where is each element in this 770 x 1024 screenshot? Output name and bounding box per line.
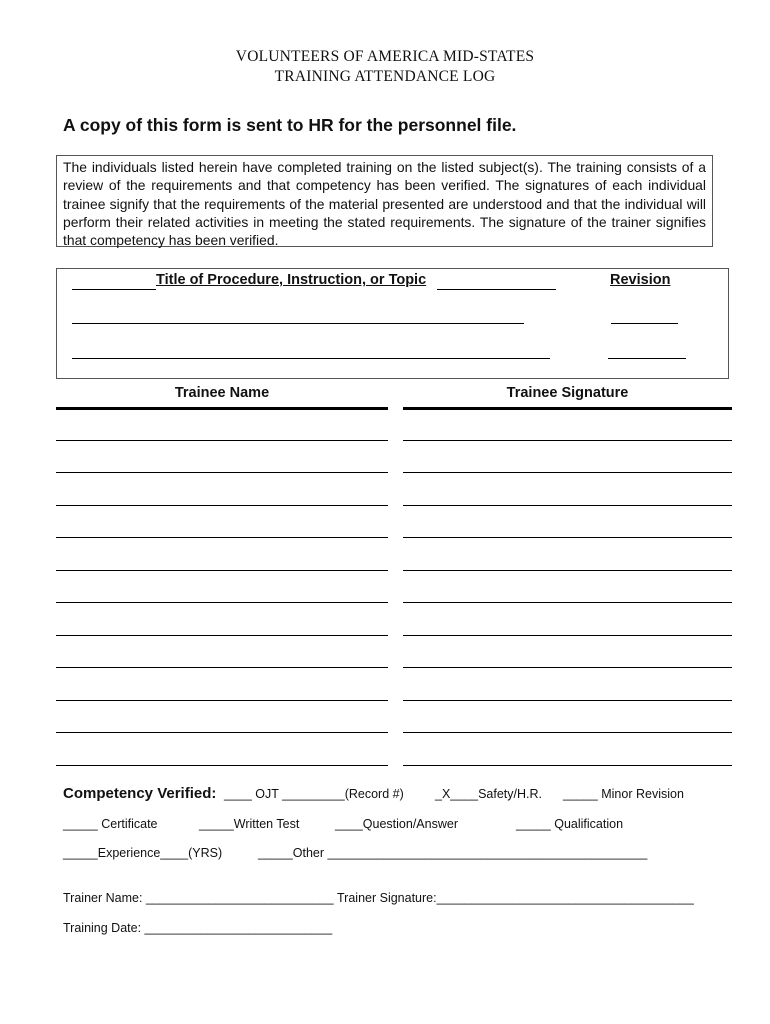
- topic-line-2[interactable]: [72, 358, 550, 359]
- revision-label: Revision: [610, 272, 671, 288]
- trainee-signature-line[interactable]: [403, 732, 732, 733]
- trainee-signature-line[interactable]: [403, 765, 732, 766]
- other-field[interactable]: _____Other ______________________________________________: [258, 846, 648, 860]
- certificate-field[interactable]: _____ Certificate: [63, 817, 158, 831]
- organization-name: VOLUNTEERS OF AMERICA MID-STATES: [235, 48, 535, 65]
- topic-title-line-tail: [437, 289, 556, 290]
- written-test-field[interactable]: _____Written Test: [199, 817, 300, 831]
- revision-line-2[interactable]: [608, 358, 686, 359]
- trainer-name-field[interactable]: Trainer Name: ___________________________: [63, 891, 334, 905]
- trainee-name-line[interactable]: [56, 505, 388, 506]
- trainee-name-line[interactable]: [56, 635, 388, 636]
- competency-verified-label: Competency Verified:: [63, 785, 217, 802]
- experience-field[interactable]: _____Experience____(YRS): [63, 846, 223, 860]
- revision-line-1[interactable]: [611, 323, 678, 324]
- form-title: TRAINING ATTENDANCE LOG: [274, 68, 496, 85]
- trainee-name-header: Trainee Name: [174, 385, 270, 401]
- trainee-name-line[interactable]: [56, 732, 388, 733]
- trainee-name-line[interactable]: [56, 667, 388, 668]
- training-date-field[interactable]: Training Date: ___________________________: [63, 921, 333, 935]
- trainee-name-line[interactable]: [56, 602, 388, 603]
- trainee-signature-line[interactable]: [403, 602, 732, 603]
- minor-revision-field[interactable]: _____ Minor Revision: [563, 787, 684, 801]
- trainee-signature-line[interactable]: [403, 505, 732, 506]
- trainee-signature-line[interactable]: [403, 537, 732, 538]
- topic-line-1[interactable]: [72, 323, 524, 324]
- trainee-name-line[interactable]: [56, 472, 388, 473]
- topic-title-label: Title of Procedure, Instruction, or Topic: [156, 272, 427, 288]
- hr-copy-notice: A copy of this form is sent to HR for the personnel file.: [63, 115, 517, 135]
- trainee-signature-line[interactable]: [403, 667, 732, 668]
- trainee-signature-line[interactable]: [403, 635, 732, 636]
- training-statement: The individuals listed herein have completed training on the listed subject(s). The training consists of a review of the requirements and that competency has been verified. The signatures of each individual trainee signify that the requirements of the material presented are understood and that the individual will perform their related activities in meeting the stated requirements. The signature of the trainer signifies that competency has been verified.: [56, 155, 713, 247]
- trainee-signature-line[interactable]: [403, 570, 732, 571]
- trainee-name-line[interactable]: [56, 570, 388, 571]
- safety-hr-field[interactable]: _X____Safety/H.R.: [435, 787, 543, 801]
- trainee-name-line[interactable]: [56, 440, 388, 441]
- trainee-signature-line[interactable]: [403, 472, 732, 473]
- trainee-name-line[interactable]: [56, 765, 388, 766]
- trainee-signature-line[interactable]: [403, 440, 732, 441]
- trainee-name-line[interactable]: [56, 537, 388, 538]
- trainee-signature-line[interactable]: [403, 700, 732, 701]
- trainer-signature-field[interactable]: Trainer Signature:_____________________________________: [337, 891, 694, 905]
- trainee-signature-header: Trainee Signature: [506, 385, 629, 401]
- ojt-field[interactable]: ____ OJT _________(Record #): [224, 787, 404, 801]
- name-header-rule: [56, 407, 388, 410]
- qualification-field[interactable]: _____ Qualification: [516, 817, 624, 831]
- signature-header-rule: [403, 407, 732, 410]
- trainee-name-line[interactable]: [56, 700, 388, 701]
- topic-title-line-lead: [72, 289, 156, 290]
- question-answer-field[interactable]: ____Question/Answer: [335, 817, 458, 831]
